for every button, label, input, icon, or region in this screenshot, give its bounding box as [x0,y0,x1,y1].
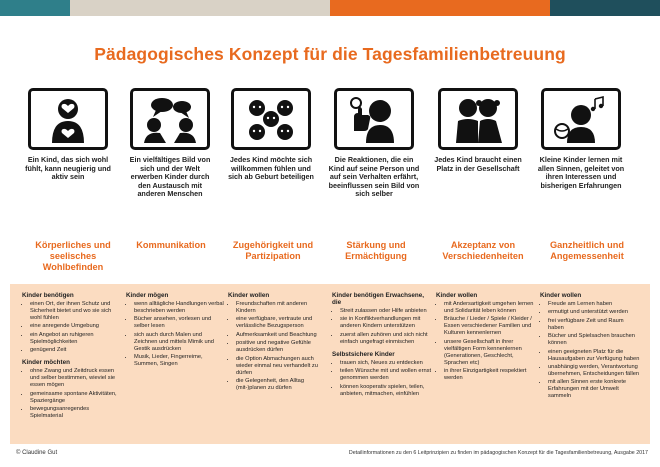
list-item: • sich auch durch Malen und Zeichnen und mittels Mimik und Gestik ausdrücken [134,332,226,353]
list-item: • Musik, Lieder, Fingerreime, Summen, Singen [134,354,226,368]
list-item: • bewegungsanregendes Spielmaterial [30,406,122,420]
list-item: • die Option Abmachungen auch wieder einmal neu verhandelt zu dürfen [236,356,328,377]
top-bar-segment-4 [550,0,660,16]
principle-heading-5: Akzeptanz von Verschiedenheiten [442,240,524,261]
list-item: • Bücher und Spielsachen brauchen können [548,333,640,347]
list-item: • einen Ort, der ihnen Schutz und Sicherheit bietet und wo sie sich wohl fühlen [30,301,122,322]
list-item: • unsere Gesellschaft in ihrer vielfältigen Form kennenlernen (Generationen, Geschlecht, Sprachen etc) [444,339,536,367]
list-item: • können kooperativ spielen, teilen, anbieten, mitmachen, einfühlen [340,384,432,398]
top-bar-segment-1 [0,0,70,16]
details-column-4 [332,292,432,403]
details-group-label: Kinder wollen [436,292,478,299]
top-bar-segment-2 [70,0,330,16]
list-item: • frei verfügbare Zeit und Raum haben [548,318,640,332]
principle-description: Jedes Kind braucht einen Platz in der Gesellschaft [434,155,522,173]
principle-heading-1: Körperliches und seelisches Wohlbefinden [35,240,111,272]
principle-description: Ein vielfältiges Bild von sich und der Welt erwerben Kinder durch den Austausch mit anderen Menschen [129,155,211,199]
footer-note: Detailinformationen zu den 6 Leitprinzipien zu finden im pädagogischen Konzept für die Tagesfamilienbetreuung, Ausgabe 2017 [348,450,648,456]
list-item: • sie in Konfliktverhandlungen mit anderen Kindern unterstützen [340,316,432,330]
list-item: • wenn alltägliche Handlungen verbal beschrieben werden [134,301,226,315]
details-column-3 [228,292,328,397]
list-item: • teilen Wünsche mit und wollen ernst genommen werden [340,368,432,382]
principle-card-1 [22,88,114,182]
list-item: • ohne Zwang und Zeitdruck essen und selber bestimmen, wieviel sie essen mögen [30,368,122,389]
details-column-5 [436,292,536,387]
list-item: • genügend Zeit [30,347,122,354]
list-item: • eine verfügbare, vertraute und verlässliche Bezugsperson [236,316,328,330]
details-column-6 [540,292,640,405]
list-item: • Freude am Lernen haben [548,301,640,308]
principle-card-3 [225,88,317,182]
list-item: • gemeinsame spontane Aktivitäten, Spaziergänge [30,391,122,405]
list-item: • mit allen Sinnen erste konkrete Erfahrungen mit der Umwelt sammeln [548,379,640,400]
boy-and-girl-icon [438,88,518,150]
list-item: • zuerst allen zuhören und sich nicht einfach ungefragt einmischen [340,332,432,346]
people-talking-icon [130,88,210,150]
principle-description: Die Reaktionen, die ein Kind auf seine Person und auf sein Verhalten erfährt, beeinflussen sein Bild von sich selber [328,155,420,199]
principle-card-4 [328,88,420,199]
list-item: • die Gelegenheit, den Alltag (mit-)planen zu dürfen [236,378,328,392]
list-item: • Aufmerksamkeit und Beachtung [236,332,328,339]
list-item: • mit Andersartigkeit umgehen lernen und Solidarität leben können [444,301,536,315]
copyright: © Claudine Gut [16,450,58,456]
details-column-1 [22,292,122,425]
list-item: • einen geeigneten Platz für die Hausaufgaben zur Verfügung haben [548,349,640,363]
page-title: Pädagogisches Konzept für die Tagesfamilienbetreuung [94,44,566,64]
list-item: • positive und negative Gefühle ausdrücken dürfen [236,340,328,354]
details-list [228,301,328,392]
principle-description: Ein Kind, das sich wohl fühlt, kann neugierig und aktiv sein [25,155,111,182]
top-bar-segment-3 [330,0,550,16]
group-of-faces-icon [231,88,311,150]
list-item: • eine anregende Umgebung [30,323,122,330]
principle-card-2 [124,88,216,199]
list-item: • trauen sich, Neues zu entdecken [340,360,432,367]
details-list [332,308,432,346]
principle-description: Kleine Kinder lernen mit allen Sinnen, geleitet von ihren Interessen und bisherigen Erfahrungen [537,155,625,190]
principle-heading-6: Ganzheitlich und Angemessenheit [549,240,624,261]
details-list [436,301,536,382]
list-item: • Bräuche / Lieder / Spiele / Kleider / Essen verschiedener Familien und Kulturen kennenlernen [444,316,536,337]
child-with-heart-icon [28,88,108,150]
top-color-bar [0,0,660,16]
list-item: • Freundschaften mit anderen Kindern [236,301,328,315]
principle-description: Jedes Kind möchte sich willkommen fühlen und sich ab Geburt beteiligen [228,155,314,182]
details-list [22,301,122,354]
list-item: • Streit zulassen oder Hilfe anbieten [340,308,432,315]
principle-heading-3: Zugehörigkeit und Partizipation [232,240,314,261]
details-group-label: Kinder benötigen [22,292,74,299]
list-item: • unabhängig werden, Verantwortung übernehmen, Entscheidungen fällen [548,364,640,378]
list-item: • ein Angebot an ruhigeren Spielmöglichkeiten [30,332,122,346]
details-group-label: Selbstsichere Kinder [332,350,395,358]
principle-card-6 [535,88,627,190]
list-item: • in ihrer Einzigartigkeit respektiert werden [444,368,536,382]
details-list [540,301,640,400]
details-column-2 [126,292,226,373]
details-group-label: Kinder mögen [126,292,169,299]
details-list [126,301,226,368]
list-item: • Bücher ansehen, vorlesen und selber lesen [134,316,226,330]
details-group-label: Kinder wollen [228,292,270,299]
principle-heading-2: Kommunikation [136,240,206,250]
principle-heading-4: Stärkung und Ermächtigung [345,240,407,261]
details-group-label: Kinder möchten [22,359,70,367]
details-group-label: Kinder wollen [540,292,582,299]
details-list [332,360,432,398]
child-thumbs-up-icon [334,88,414,150]
principle-card-5 [432,88,524,173]
list-item: • ermutigt und unterstützt werden [548,309,640,316]
details-list [22,368,122,420]
details-group-label: Kinder benötigen Erwachsene, die [332,292,425,306]
child-with-ball-and-music-icon [541,88,621,150]
